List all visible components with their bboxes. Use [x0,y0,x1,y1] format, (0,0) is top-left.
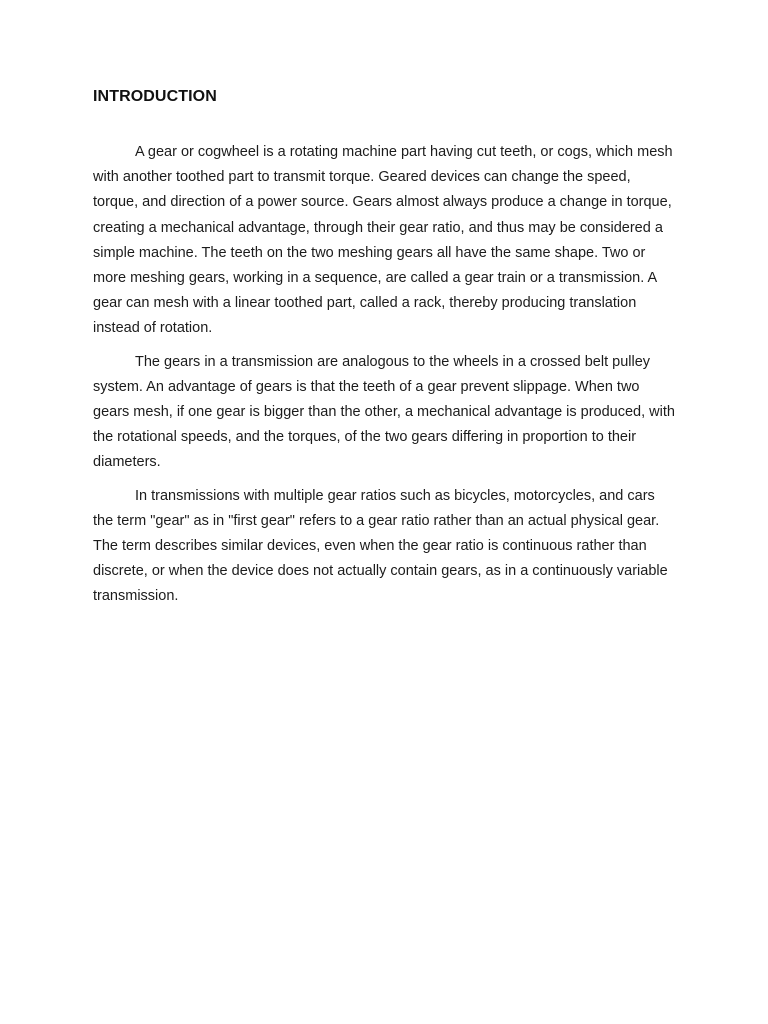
paragraph-gear-ratios: In transmissions with multiple gear ratios such as bicycles, motorcycles, and cars the term "gear" as in "first gear" refers to a gear ratio rather than an actual physical gear. The term describes similar devices, even when the gear ratio is continuous rather than discrete, or when the device does not actually contain gears, as in a continuously variable transmission. [93,487,668,605]
section-heading: INTRODUCTION [93,88,217,105]
paragraph-transmission-analogy: The gears in a transmission are analogous to the wheels in a crossed belt pulley system. An advantage of gears is that the teeth of a gear prevent slippage. When two gears mesh, if one gear is bigger than the other, a mechanical advantage is produced, with the rotational speeds, and the torques, of the two gears differing in proportion to their diameters. [93,353,675,471]
document-body [93,86,675,618]
paragraph-gear-definition: A gear or cogwheel is a rotating machine part having cut teeth, or cogs, which mesh with another toothed part to transmit torque. Geared devices can change the speed, torque, and direction of a power source. Gears almost always produce a change in torque, creating a mechanical advantage, through their gear ratio, and thus may be considered a simple machine. The teeth on the two meshing gears all have the same shape. Two or more meshing gears, working in a sequence, are called a gear train or a transmission. A gear can mesh with a linear toothed part, called a rack, thereby producing translation instead of rotation. [93,144,673,337]
